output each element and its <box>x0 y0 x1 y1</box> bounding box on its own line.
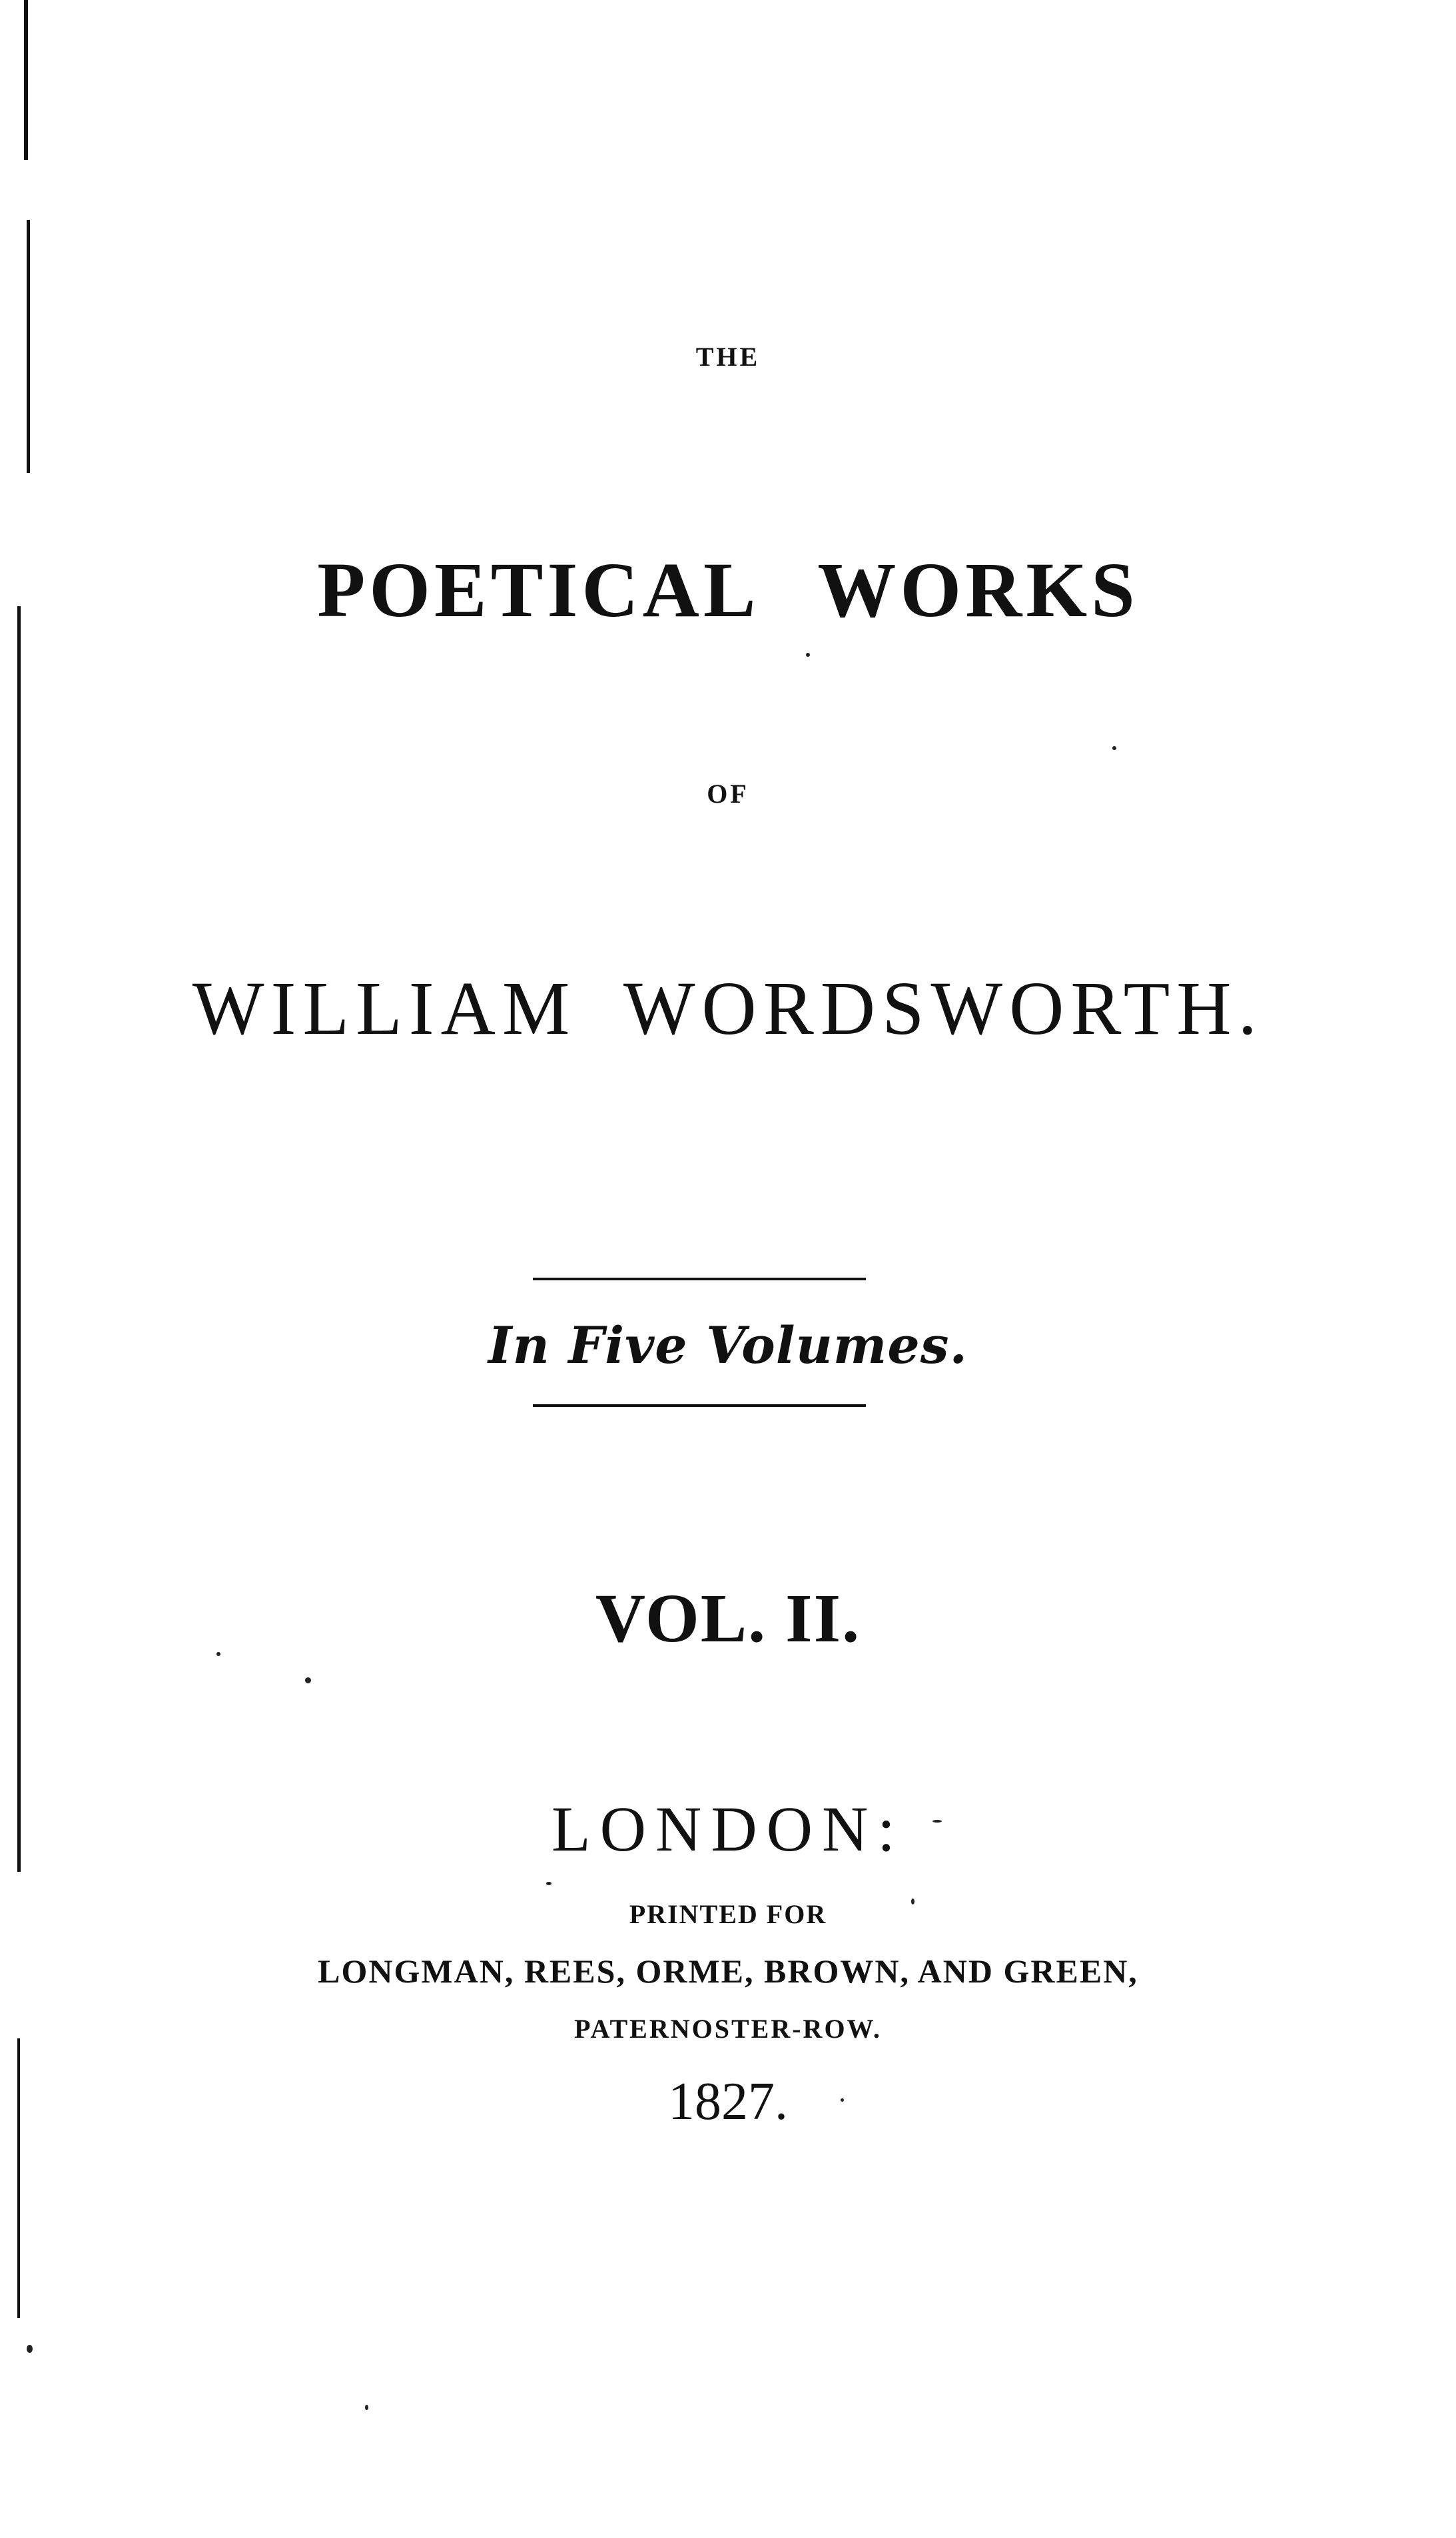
title-of: OF <box>707 779 749 809</box>
scan-speck <box>305 1677 311 1683</box>
scan-speck <box>365 2405 368 2410</box>
scan-speck <box>1112 746 1116 750</box>
scan-speck <box>806 653 810 657</box>
volumes-note: In Five Volumes. <box>488 1316 968 1375</box>
volume-number: VOL. II. <box>595 1580 861 1657</box>
scan-speck <box>546 1882 551 1885</box>
scan-speck <box>27 2345 33 2353</box>
rule-above-volumes <box>533 1278 866 1280</box>
binding-edge-mark <box>24 0 28 160</box>
rule-below-volumes <box>533 1404 866 1407</box>
title-the: THE <box>695 342 761 372</box>
publication-year: 1827. <box>668 2072 788 2131</box>
printed-for: PRINTED FOR <box>629 1899 827 1929</box>
publisher-address: PATERNOSTER-ROW. <box>574 2014 882 2044</box>
author-name: WILLIAM WORDSWORTH. <box>192 966 1264 1051</box>
imprint-place: LONDON: <box>551 1793 905 1865</box>
book-title: POETICAL WORKS <box>317 546 1139 634</box>
publisher-names: LONGMAN, REES, ORME, BROWN, AND GREEN, <box>318 1952 1138 1990</box>
